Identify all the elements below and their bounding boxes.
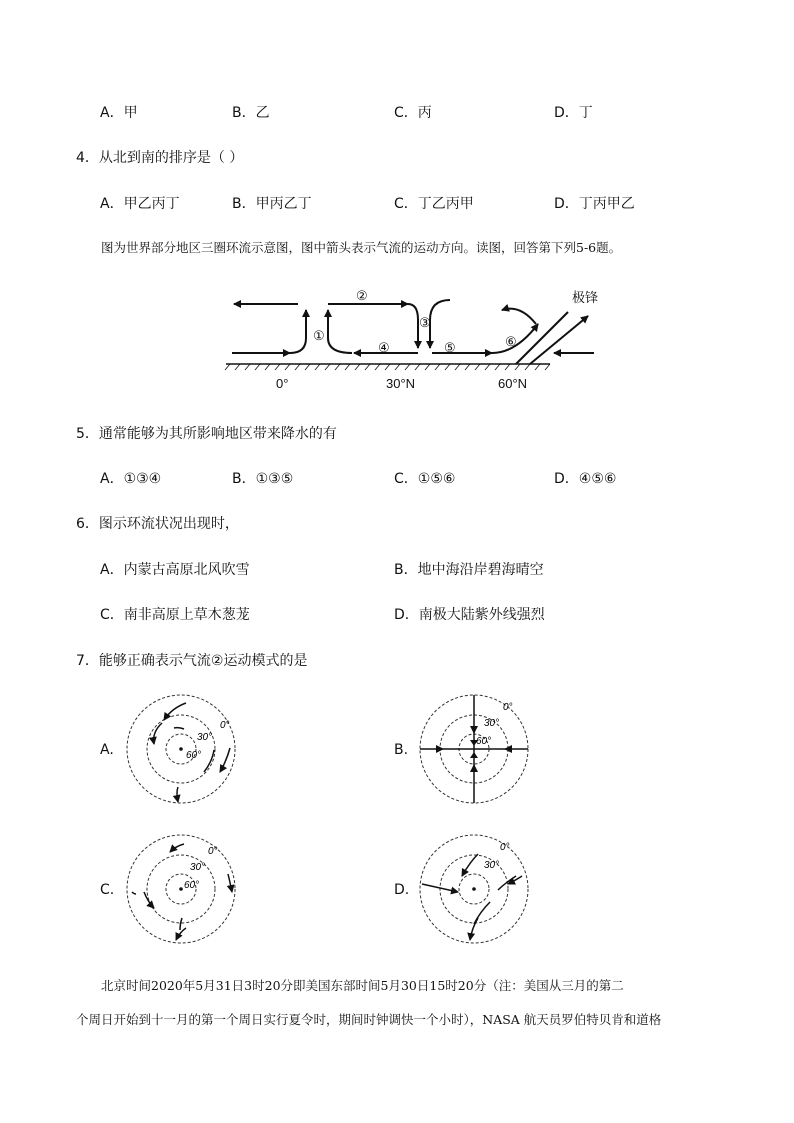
q4-option-d: D．丁丙甲乙 — [554, 196, 635, 212]
q3-option-a: A．甲 — [100, 105, 138, 121]
q4-option-c: C．丁乙丙甲 — [394, 196, 474, 212]
latitude-0-label: 0° — [276, 376, 289, 391]
q7-option-c-label: C. — [100, 882, 115, 898]
q4-option-b: B．甲丙乙丁 — [232, 196, 312, 212]
q7-diagram-b — [418, 692, 534, 808]
paragraph-line-1: 北京时间2020年5月31日3时20分即美国东部时间5月30日15时20分（注：美国从三月的第二 — [101, 978, 624, 993]
q3-option-d: D．丁 — [554, 105, 593, 121]
label-5: ⑤ — [444, 340, 456, 355]
q3-option-c: C．丙 — [394, 105, 432, 121]
latitude-30n-label: 30°N — [386, 376, 416, 391]
ground-hatching — [225, 364, 550, 370]
question-5-stem: 5．通常能够为其所影响地区带来降水的有 — [76, 426, 337, 442]
lat-60-label: 60° — [184, 880, 200, 891]
lat-30-label: 30° — [484, 860, 500, 871]
lat-0-label: 0° — [220, 720, 230, 731]
lat-30-label: 30° — [197, 732, 213, 743]
q6-option-c: C．南非高原上草木葱茏 — [100, 607, 250, 623]
label-2: ② — [356, 288, 368, 303]
paragraph-line-2: 个周日开始到十一月的第一个周日实行夏令时，期间时钟调快一个小时），NASA 航天员罗伯特贝肯和道格 — [76, 1012, 662, 1027]
lat-0-label: 0° — [208, 846, 218, 857]
lat-30-label: 30° — [190, 862, 206, 873]
q7-diagram-c — [124, 832, 240, 948]
q5-option-c: C．①⑤⑥ — [394, 471, 456, 487]
lat-0-label: 0° — [500, 842, 510, 853]
label-6: ⑥ — [505, 334, 517, 349]
atmospheric-circulation-diagram — [220, 280, 620, 392]
question-6-stem: 6．图示环流状况出现时， — [76, 516, 239, 532]
q6-option-b: B．地中海沿岸碧海晴空 — [394, 562, 544, 578]
q6-option-d: D．南极大陆紫外线强烈 — [394, 607, 545, 623]
label-1: ① — [313, 328, 325, 343]
label-3: ③ — [419, 315, 431, 330]
label-4: ④ — [378, 340, 390, 355]
q7-diagram-d — [418, 832, 534, 948]
q7-option-b-label: B. — [394, 742, 409, 758]
q5-option-a: A．①③④ — [100, 471, 162, 487]
q7-option-a-label: A. — [100, 742, 114, 758]
lat-60-label: 60° — [186, 750, 202, 761]
diagram-intro-text: 图为世界部分地区三圈环流示意图，图中箭头表示气流的运动方向。读图，回答第下列5-6题。 — [101, 240, 622, 255]
q6-option-a: A．内蒙古高原北风吹雪 — [100, 562, 250, 578]
q3-option-b: B．乙 — [232, 105, 270, 121]
q5-option-b: B．①③⑤ — [232, 471, 294, 487]
lat-60-label: 60° — [476, 736, 492, 747]
lat-0-label: 0° — [503, 702, 513, 713]
latitude-60n-label: 60°N — [498, 376, 528, 391]
question-4-stem: 4．从北到南的排序是（ ） — [76, 150, 244, 166]
polar-front-label: 极锋 — [572, 290, 599, 305]
lat-30-label: 30° — [484, 718, 500, 729]
q7-option-d-label: D. — [394, 882, 410, 898]
q7-diagram-a — [124, 692, 240, 808]
q4-option-a: A．甲乙丙丁 — [100, 196, 180, 212]
q5-option-d: D．④⑤⑥ — [554, 471, 617, 487]
question-7-stem: 7．能够正确表示气流②运动模式的是 — [76, 653, 308, 669]
